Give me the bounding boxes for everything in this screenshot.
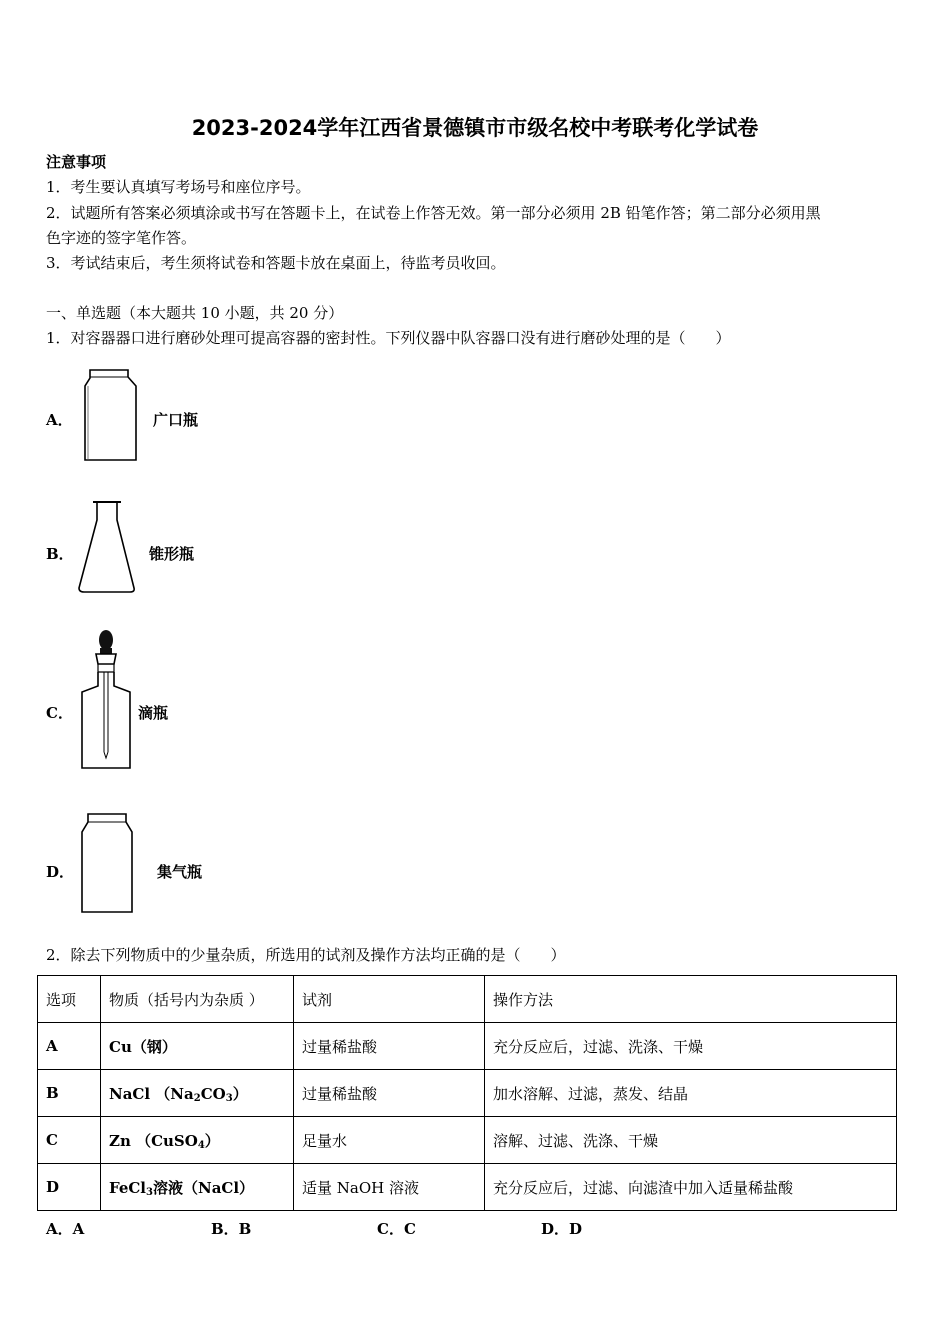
- option-b-letter: B．: [46, 545, 74, 563]
- section-heading: 一、单选题（本大题共 10 小题，共 20 分）: [46, 304, 344, 322]
- row-reagent: 过量稀盐酸: [294, 1070, 485, 1117]
- substance-text: ）: [232, 1084, 248, 1103]
- substance-text: NaCl （Na: [109, 1084, 194, 1103]
- subscript: 3: [146, 1186, 153, 1198]
- table-row: [38, 1164, 897, 1211]
- gas-jar-icon: [78, 812, 136, 916]
- table-header-row: [38, 976, 897, 1023]
- option-d-label: 集气瓶: [157, 863, 203, 881]
- subscript: 4: [197, 1139, 205, 1151]
- option-d-letter: D．: [46, 863, 75, 881]
- header-substance: 物质（括号内为杂质 ）: [101, 976, 294, 1023]
- erlenmeyer-flask-icon: [76, 500, 138, 594]
- substance-text: FeCl: [109, 1178, 147, 1197]
- subscript: 2: [193, 1092, 201, 1104]
- subscript: 3: [225, 1092, 233, 1104]
- option-c-letter: C．: [46, 704, 73, 722]
- purification-table: [37, 975, 897, 1211]
- notice-heading: 注意事项: [46, 153, 107, 171]
- row-substance: [101, 1164, 294, 1211]
- row-option: A: [38, 1023, 101, 1070]
- table-row: [38, 1070, 897, 1117]
- substance-text: CO: [200, 1084, 226, 1103]
- row-option: D: [38, 1164, 101, 1211]
- row-reagent: 适量 NaOH 溶液: [294, 1164, 485, 1211]
- option-b-label: 锥形瓶: [149, 545, 195, 563]
- row-substance: [101, 1070, 294, 1117]
- header-method: 操作方法: [485, 976, 897, 1023]
- row-reagent: 过量稀盐酸: [294, 1023, 485, 1070]
- table-row: [38, 1117, 897, 1164]
- page-title: 2023-2024学年江西省景德镇市市级名校中考联考化学试卷: [191, 116, 759, 140]
- substance-text: Zn （CuSO: [109, 1131, 198, 1150]
- table-row: [38, 1023, 897, 1070]
- row-reagent: 足量水: [294, 1117, 485, 1164]
- answer-c: C．C: [377, 1220, 416, 1238]
- answer-b: B．B: [211, 1220, 252, 1238]
- notice-line-2a: 2．试题所有答案必须填涂或书写在答题卡上，在试卷上作答无效。第一部分必须用 2B 铅笔作答；第二部分必须用黑: [46, 204, 821, 222]
- header-option: 选项: [38, 976, 101, 1023]
- notice-line-3: 3．考试结束后，考生须将试卷和答题卡放在桌面上，待监考员收回。: [46, 254, 506, 272]
- option-a-label: 广口瓶: [153, 411, 199, 429]
- header-reagent: 试剂: [294, 976, 485, 1023]
- dropper-bottle-icon: [78, 628, 134, 772]
- answer-d: D．D: [541, 1220, 583, 1238]
- row-method: 溶解、过滤、洗涤、干燥: [485, 1117, 897, 1164]
- option-c-label: 滴瓶: [138, 704, 169, 722]
- substance-text: 溶液（NaCl）: [152, 1178, 255, 1197]
- wide-mouth-bottle-icon: [80, 368, 142, 464]
- row-method: 充分反应后，过滤、向滤渣中加入适量稀盐酸: [485, 1164, 897, 1211]
- row-option: B: [38, 1070, 101, 1117]
- option-a-letter: A．: [46, 411, 73, 429]
- question-1-stem: 1．对容器器口进行磨砂处理可提高容器的密封性。下列仪器中队容器口没有进行磨砂处理的是（ ）: [46, 329, 731, 347]
- row-substance: Cu（钢）: [101, 1023, 294, 1070]
- notice-line-2b: 色字迹的签字笔作答。: [46, 229, 197, 247]
- row-option: C: [38, 1117, 101, 1164]
- question-2-stem: 2．除去下列物质中的少量杂质，所选用的试剂及操作方法均正确的是（ ）: [46, 946, 566, 964]
- row-substance: [101, 1117, 294, 1164]
- row-method: 充分反应后，过滤、洗涤、干燥: [485, 1023, 897, 1070]
- row-method: 加水溶解、过滤，蒸发、结晶: [485, 1070, 897, 1117]
- substance-text: ）: [204, 1131, 220, 1150]
- answer-a: A．A: [46, 1220, 85, 1238]
- notice-line-1: 1．考生要认真填写考场号和座位序号。: [46, 178, 311, 196]
